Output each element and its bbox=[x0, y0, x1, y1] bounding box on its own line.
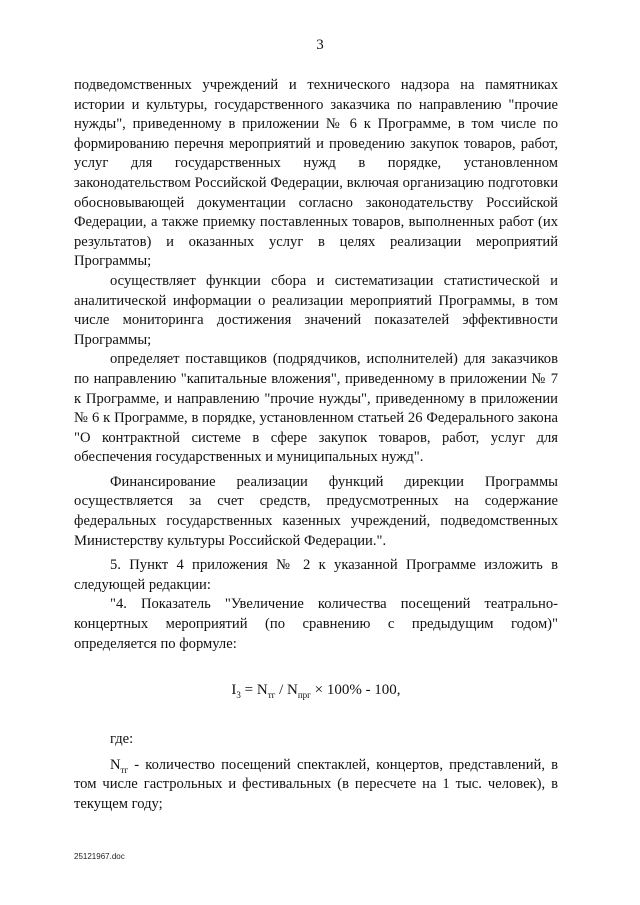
definition-ntg bbox=[74, 756, 558, 815]
definition-symbol-subscript: тг bbox=[120, 764, 129, 775]
paragraph-5: 5. Пункт 4 приложения № 2 к указанной Программе изложить в следующей редакции: bbox=[74, 557, 558, 593]
paragraph-2: осуществляет функции сбора и систематизации статистической и аналитической информации о реализации мероприятий Программы, в том числе мониторинга достижения значений показателей эффективности Программы; bbox=[74, 272, 558, 348]
document-body bbox=[74, 76, 558, 815]
formula-numerator-subscript: тг bbox=[267, 690, 276, 701]
formula-lhs-subscript: 3 bbox=[236, 690, 241, 701]
formula-tail: × 100% - 100, bbox=[310, 682, 401, 699]
formula-denominator-subscript: прг bbox=[297, 690, 311, 701]
where-label: где: bbox=[110, 731, 134, 748]
page-number: 3 bbox=[316, 37, 324, 53]
definition-symbol: N bbox=[110, 756, 121, 773]
paragraph-6: "4. Показатель "Увеличение количества посещений театрально-концертных мероприятий (по сравнению с предыдущим годом)" определяется по формуле: bbox=[74, 596, 558, 652]
formula-lhs: I bbox=[231, 682, 237, 699]
formula bbox=[74, 680, 558, 700]
formula-division: / N bbox=[275, 682, 298, 699]
paragraph-3: определяет поставщиков (подрядчиков, исполнителей) для заказчиков по направлению "капитальные вложения", приведенному в приложении № 7 к Программе, и направлению "прочие нужды", приведенному в приложении № 6 к Программе, в порядке, установленном статьей 26 Федерального закона "О контрактной системе в сфере закупок товаров, работ, услуг для обеспечения государственных и муниципальных нужд". bbox=[74, 351, 558, 466]
paragraph-1: подведомственных учреждений и технического надзора на памятниках истории и культуры, государственного заказчика по направлению "прочие нужды", приведенному в приложении № 6 к Программе, в том числе по формированию перечня мероприятий и проведению закупок товаров, работ, услуг для государственных нужд в порядке, установленном законодательством Российской Федерации, включая организацию подготовки обосновывающей документации согласно законодательству Российской Федерации, а также приемку поставленных товаров, выполненных работ (их результатов) и оказанных услуг в целях реализации мероприятий Программы; bbox=[74, 77, 558, 270]
definition-text: - количество посещений спектаклей, концертов, представлений, в том числе гастрольных и фестивальных (в пересчете на 1 тыс. человек), в текущем году; bbox=[74, 756, 558, 812]
formula-equals: = N bbox=[240, 682, 268, 699]
footer-filename: 25121967.doc bbox=[74, 852, 125, 861]
paragraph-4: Финансирование реализации функций дирекции Программы осуществляется за счет средств, предусмотренных на содержание федеральных государственных казенных учреждений, подведомственных Министерству культуры Российской Федерации.". bbox=[74, 473, 558, 549]
